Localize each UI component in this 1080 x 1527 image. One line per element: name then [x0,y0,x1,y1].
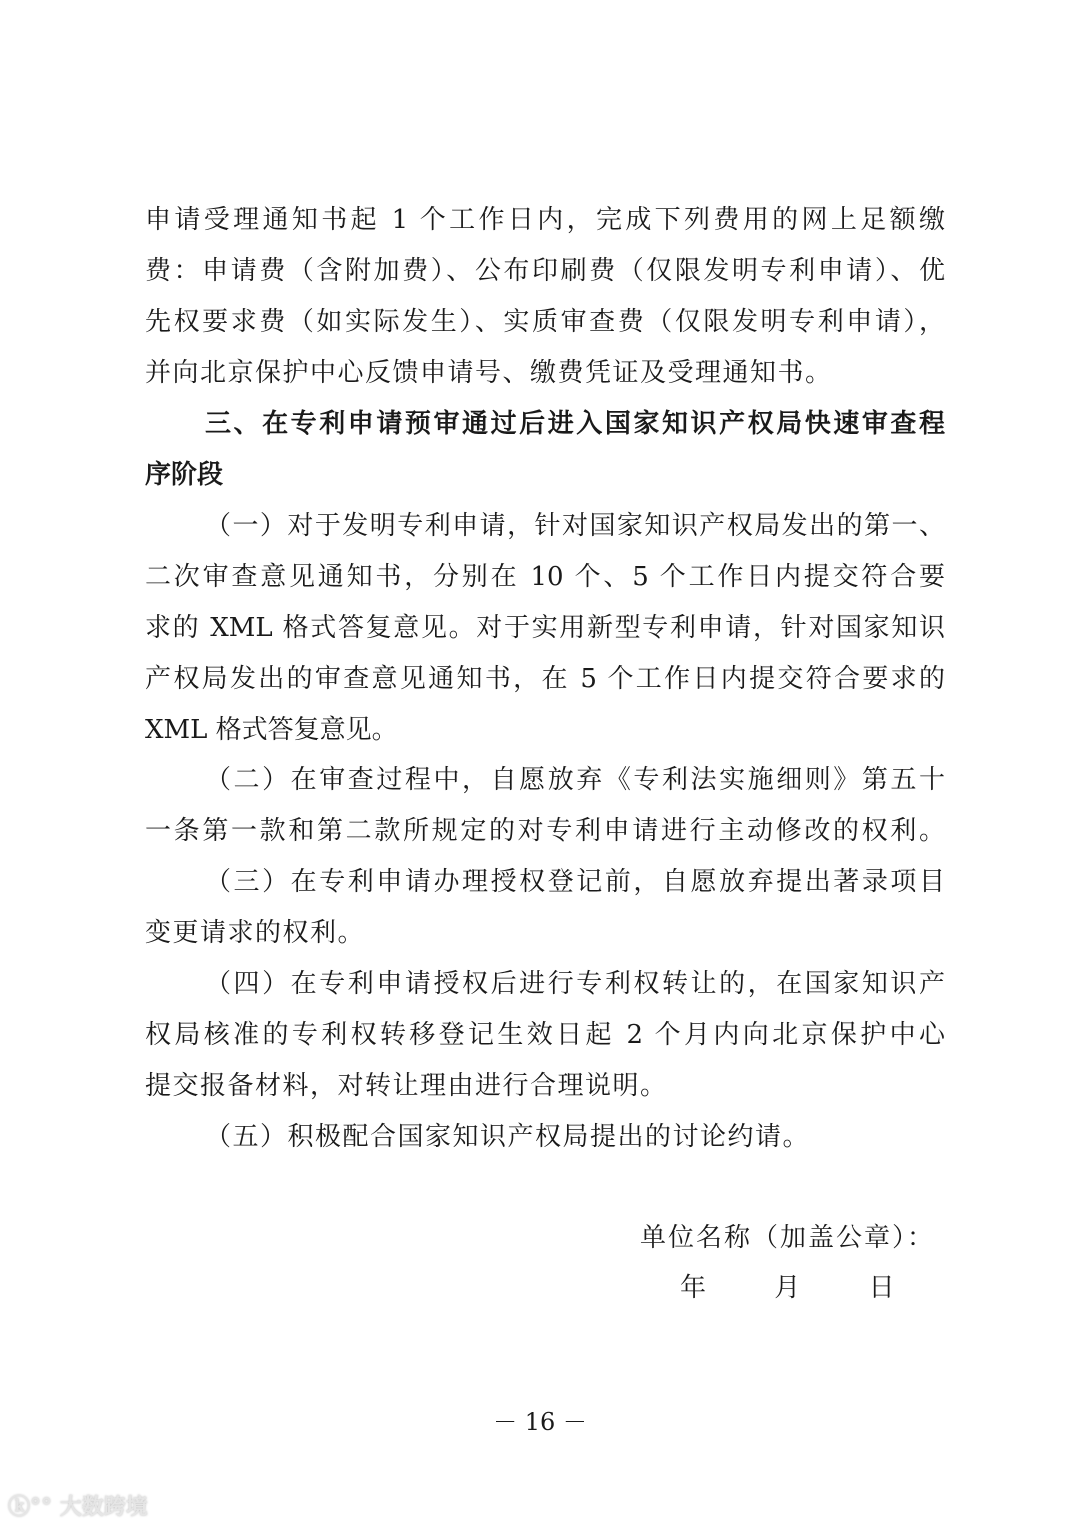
item-4-line: （四）在专利申请授权后进行专利权转让的，在国家知识产 [205,969,945,999]
item-4-line: 权局核准的专利权转移登记生效日起 2 个月内向北京保护中心 [145,1020,945,1050]
item-4-line: 提交报备材料，对转让理由进行合理说明。 [145,1071,668,1101]
item-1-line: 产权局发出的审查意见通知书，在 5 个工作日内提交符合要求的 [145,664,945,694]
item-2-line: （二）在审查过程中，自愿放弃《专利法实施细则》第五十 [205,765,945,795]
item-5-line: （五）积极配合国家知识产权局提出的讨论约请。 [205,1122,811,1152]
body-line: 申请受理通知书起 1 个工作日内，完成下列费用的网上足额缴 [145,205,945,235]
item-1-line: （一）对于发明专利申请，针对国家知识产权局发出的第一、 [205,511,945,541]
watermark-text: 大数跨境 [59,1495,148,1520]
watermark-logo-icon: ⓚ°° [8,1495,53,1520]
watermark [8,1490,148,1521]
page-number: － 16 － [493,1408,587,1436]
item-3-line: 变更请求的权利。 [145,918,366,948]
signature-date [680,1270,895,1306]
item-2-line: 一条第一款和第二款所规定的对专利申请进行主动修改的权利。 [145,816,945,846]
item-1-line: 求的 XML 格式答复意见。对于实用新型专利申请，针对国家知识 [145,613,945,643]
date-month: 月 [774,1273,801,1303]
section-heading: 序阶段 [145,460,224,490]
date-year: 年 [680,1273,707,1303]
date-day: 日 [868,1273,895,1303]
item-3-line: （三）在专利申请办理授权登记前，自愿放弃提出著录项目 [205,867,945,897]
section-heading: 三、在专利申请预审通过后进入国家知识产权局快速审查程 [205,409,945,439]
item-1-line: 二次审查意见通知书，分别在 10 个、5 个工作日内提交符合要 [145,562,945,592]
item-1-line: XML 格式答复意见。 [145,715,398,745]
body-line: 并向北京保护中心反馈申请号、缴费凭证及受理通知书。 [145,358,833,388]
body-line: 费：申请费（含附加费）、公布印刷费（仅限发明专利申请）、优 [145,256,945,286]
signature-org-label: 单位名称（加盖公章）： [640,1223,936,1253]
body-line: 先权要求费（如实际发生）、实质审查费（仅限发明专利申请）， [145,307,945,337]
